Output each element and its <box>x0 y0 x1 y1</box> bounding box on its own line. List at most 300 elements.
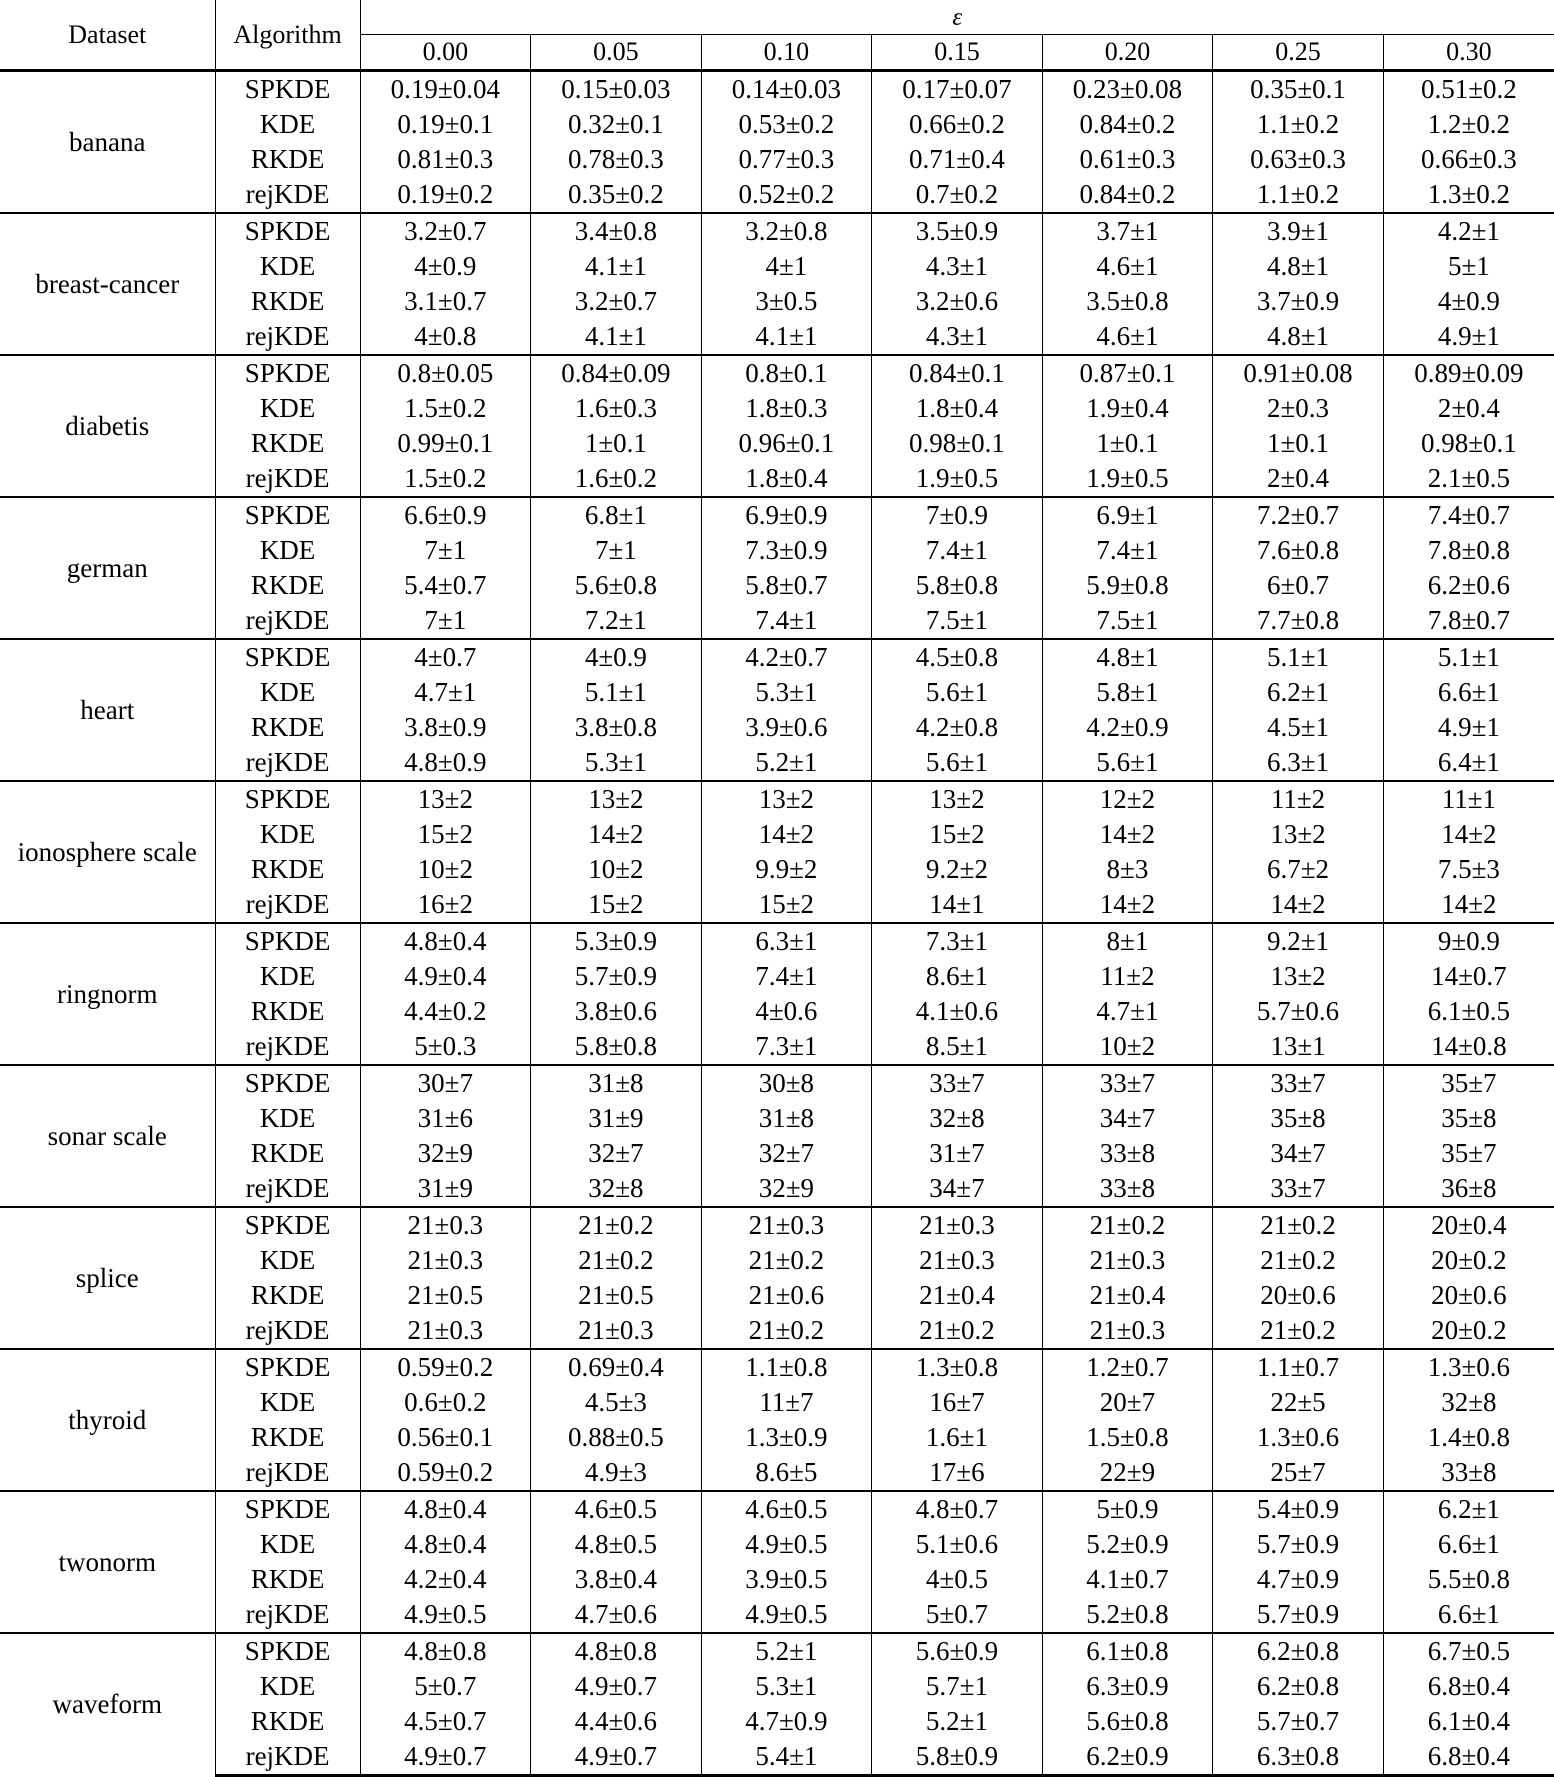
value-cell: 21±0.3 <box>1089 1315 1166 1345</box>
value-cell: 5.2±1 <box>925 1706 988 1736</box>
value-cell: 31±9 <box>417 1173 473 1203</box>
value-cell: 31±7 <box>929 1138 985 1168</box>
value-cell: 0.14±0.03 <box>701 71 872 108</box>
value-cell: 4.3±1 <box>925 321 988 351</box>
algorithm-cell: SPKDE <box>215 1491 360 1527</box>
value-cell: 0.87±0.1 <box>1042 355 1213 391</box>
algorithm-cell: RKDE <box>250 1422 325 1452</box>
algorithm-cell: rejKDE <box>245 463 330 493</box>
value-cell: 5.6±1 <box>925 677 988 707</box>
value-cell: 4.8±0.4 <box>404 1529 487 1559</box>
dataset-block <box>0 1491 1554 1633</box>
value-cell: 5.3±1 <box>584 747 647 777</box>
value-cell: 5.7±0.9 <box>1256 1599 1340 1629</box>
value-cell: 6±0.7 <box>1266 570 1330 600</box>
dataset-name-cell: breast-cancer <box>0 213 215 355</box>
value-cell: 4±1 <box>765 251 808 281</box>
value-cell: 20±0.6 <box>1260 1280 1336 1310</box>
value-cell: 3.5±0.9 <box>872 213 1043 249</box>
algorithm-cell: RKDE <box>250 712 325 742</box>
value-cell: 4.5±1 <box>1266 712 1330 742</box>
value-cell: 4.8±0.8 <box>360 1633 531 1669</box>
value-cell: 5.6±1 <box>925 747 988 777</box>
value-cell: 7.5±1 <box>925 605 988 635</box>
value-cell: 0.81±0.3 <box>397 144 494 174</box>
value-cell: 14±2 <box>1441 819 1497 849</box>
value-cell: 7.4±1 <box>1096 535 1159 565</box>
value-cell: 1.3±0.9 <box>745 1422 828 1452</box>
value-cell: 21±0.2 <box>1042 1207 1213 1243</box>
value-cell: 14±2 <box>588 819 644 849</box>
value-cell: 21±0.4 <box>1089 1280 1166 1310</box>
value-cell: 6.2±0.9 <box>1042 1739 1213 1776</box>
algorithm-cell: RKDE <box>250 996 325 1026</box>
value-cell: 4±0.6 <box>755 996 818 1026</box>
value-cell: 32±8 <box>929 1103 985 1133</box>
value-cell: 5.4±1 <box>701 1739 872 1776</box>
value-cell: 5.1±1 <box>1383 639 1554 675</box>
algorithm-cell: rejKDE <box>245 1315 330 1345</box>
value-cell: 36±8 <box>1441 1173 1497 1203</box>
algorithm-cell: KDE <box>259 677 316 707</box>
dataset-name-cell: diabetis <box>0 355 215 497</box>
value-cell: 1.8±0.4 <box>745 463 828 493</box>
dataset-name-cell: thyroid <box>0 1349 215 1491</box>
value-cell: 12±2 <box>1042 781 1213 817</box>
value-cell: 14±1 <box>929 889 985 919</box>
dataset-block <box>0 1633 1554 1776</box>
value-cell: 20±7 <box>1099 1387 1156 1417</box>
value-cell: 0.35±0.1 <box>1213 71 1384 108</box>
algorithm-cell: rejKDE <box>215 1739 360 1776</box>
value-cell: 7.3±0.9 <box>745 535 828 565</box>
value-cell: 4.8±1 <box>1266 251 1330 281</box>
value-cell: 6.1±0.4 <box>1427 1706 1511 1736</box>
dataset-block <box>0 923 1554 1065</box>
value-cell: 4.2±1 <box>1383 213 1554 249</box>
value-cell: 0.6±0.2 <box>404 1387 487 1417</box>
value-cell: 5.3±1 <box>755 677 818 707</box>
value-cell: 0.15±0.03 <box>531 71 702 108</box>
table-row <box>0 1562 1554 1597</box>
epsilon-symbol: ε <box>952 4 963 31</box>
value-cell: 0.32±0.1 <box>567 109 664 139</box>
value-cell: 4.2±0.9 <box>1086 712 1169 742</box>
value-cell: 35±8 <box>1441 1103 1497 1133</box>
value-cell: 2±0.4 <box>1266 463 1330 493</box>
algorithm-cell: SPKDE <box>215 213 360 249</box>
value-cell: 33±8 <box>1099 1173 1156 1203</box>
value-cell: 15±2 <box>588 889 644 919</box>
value-cell: 20±0.4 <box>1383 1207 1554 1243</box>
algorithm-cell: SPKDE <box>215 497 360 533</box>
table-row <box>0 1669 1554 1704</box>
value-cell: 6.7±0.5 <box>1383 1633 1554 1669</box>
value-cell: 5±0.9 <box>1042 1491 1213 1527</box>
algorithm-cell: RKDE <box>250 1706 325 1736</box>
value-cell: 21±0.3 <box>578 1315 654 1345</box>
algorithm-cell: KDE <box>259 109 316 139</box>
value-cell: 21±0.2 <box>1260 1245 1336 1275</box>
value-cell: 21±0.2 <box>531 1207 702 1243</box>
value-cell: 1.9±0.5 <box>915 463 999 493</box>
value-cell: 33±7 <box>1042 1065 1213 1101</box>
value-cell: 0.59±0.2 <box>397 1457 494 1487</box>
value-cell: 4.8±0.9 <box>404 747 487 777</box>
algorithm-cell: SPKDE <box>215 71 360 108</box>
algorithm-cell: RKDE <box>250 1564 325 1594</box>
value-cell: 4.2±0.7 <box>701 639 872 675</box>
value-cell: 21±0.3 <box>407 1245 484 1275</box>
value-cell: 3.9±0.6 <box>745 712 828 742</box>
value-cell: 8.5±1 <box>925 1031 988 1061</box>
dataset-name-cell: sonar scale <box>0 1065 215 1207</box>
value-cell: 32±7 <box>588 1138 644 1168</box>
value-cell: 15±2 <box>758 889 815 919</box>
value-cell: 7±1 <box>424 535 467 565</box>
value-cell: 7±1 <box>594 535 637 565</box>
value-cell: 9±0.9 <box>1383 923 1554 959</box>
value-cell: 5.1±0.6 <box>915 1529 999 1559</box>
value-cell: 21±0.6 <box>748 1280 825 1310</box>
value-cell: 5.2±0.9 <box>1086 1529 1169 1559</box>
value-cell: 0.98±0.1 <box>1420 428 1517 458</box>
value-cell: 4.1±1 <box>755 321 818 351</box>
table-row <box>0 959 1554 994</box>
value-cell: 3.9±1 <box>1213 213 1384 249</box>
value-cell: 8.6±5 <box>755 1457 818 1487</box>
value-cell: 7±0.9 <box>872 497 1043 533</box>
value-cell: 0.89±0.09 <box>1383 355 1554 391</box>
value-cell: 5.6±0.8 <box>1086 1706 1169 1736</box>
value-cell: 5.2±1 <box>701 1633 872 1669</box>
value-cell: 1.5±0.2 <box>404 393 487 423</box>
value-cell: 6.6±1 <box>1437 1529 1500 1559</box>
value-cell: 11±7 <box>759 1387 814 1417</box>
value-cell: 5.5±0.8 <box>1427 1564 1511 1594</box>
value-cell: 4.9±0.7 <box>574 1671 658 1701</box>
algorithm-cell: rejKDE <box>245 1031 330 1061</box>
value-cell: 3.2±0.7 <box>360 213 531 249</box>
value-cell: 0.51±0.2 <box>1383 71 1554 108</box>
value-cell: 7.5±3 <box>1437 854 1500 884</box>
value-cell: 3.8±0.8 <box>574 712 658 742</box>
value-cell: 21±0.2 <box>919 1315 995 1345</box>
value-cell: 4±0.5 <box>925 1564 988 1594</box>
algorithm-cell: rejKDE <box>245 889 330 919</box>
value-cell: 16±7 <box>929 1387 985 1417</box>
value-cell: 11±2 <box>1213 781 1384 817</box>
table-row <box>0 710 1554 745</box>
value-cell: 1.9±0.4 <box>1086 393 1169 423</box>
value-cell: 33±7 <box>1213 1065 1384 1101</box>
value-cell: 4.8±0.4 <box>360 923 531 959</box>
algorithm-cell: RKDE <box>250 286 325 316</box>
value-cell: 14±2 <box>1099 889 1156 919</box>
value-cell: 21±0.3 <box>919 1245 995 1275</box>
value-cell: 4±0.9 <box>1437 286 1500 316</box>
table-row <box>0 639 1554 675</box>
table-row <box>0 533 1554 568</box>
value-cell: 6.2±0.6 <box>1427 570 1511 600</box>
algorithm-cell: SPKDE <box>215 639 360 675</box>
value-cell: 1.8±0.4 <box>915 393 999 423</box>
column-header-eps-0: 0.00 <box>360 35 531 71</box>
value-cell: 8±3 <box>1106 854 1149 884</box>
algorithm-cell: SPKDE <box>215 355 360 391</box>
value-cell: 1±0.1 <box>1266 428 1330 458</box>
table-row <box>0 887 1554 923</box>
value-cell: 10±2 <box>1099 1031 1156 1061</box>
value-cell: 2±0.3 <box>1266 393 1330 423</box>
value-cell: 5±1 <box>1447 251 1490 281</box>
value-cell: 0.52±0.2 <box>738 179 835 209</box>
value-cell: 1.6±0.2 <box>574 463 658 493</box>
value-cell: 1.3±0.6 <box>1383 1349 1554 1385</box>
algorithm-cell: KDE <box>259 1103 316 1133</box>
algorithm-cell: KDE <box>259 819 316 849</box>
value-cell: 30±7 <box>360 1065 531 1101</box>
table-row <box>0 603 1554 639</box>
value-cell: 0.35±0.2 <box>567 179 664 209</box>
value-cell: 1.3±0.2 <box>1427 179 1511 209</box>
dataset-block <box>0 1349 1554 1491</box>
value-cell: 5.2±1 <box>755 747 818 777</box>
value-cell: 21±0.2 <box>1213 1207 1384 1243</box>
value-cell: 4.5±3 <box>584 1387 647 1417</box>
value-cell: 5.7±1 <box>925 1671 988 1701</box>
value-cell: 6.6±1 <box>1437 677 1500 707</box>
value-cell: 0.8±0.1 <box>701 355 872 391</box>
value-cell: 0.19±0.04 <box>360 71 531 108</box>
value-cell: 13±2 <box>1270 819 1326 849</box>
value-cell: 21±0.2 <box>748 1245 825 1275</box>
algorithm-cell: RKDE <box>250 1280 325 1310</box>
table-row <box>0 1739 1554 1776</box>
value-cell: 13±2 <box>1270 961 1326 991</box>
column-header-eps-3: 0.15 <box>872 35 1043 71</box>
value-cell: 0.59±0.2 <box>360 1349 531 1385</box>
table-row <box>0 745 1554 781</box>
value-cell: 4.5±0.7 <box>404 1706 487 1736</box>
algorithm-cell: RKDE <box>250 570 325 600</box>
value-cell: 6.7±2 <box>1266 854 1330 884</box>
dataset-name-cell: banana <box>0 71 215 214</box>
value-cell: 0.53±0.2 <box>738 109 835 139</box>
table-row <box>0 355 1554 391</box>
value-cell: 4.9±0.7 <box>531 1739 702 1776</box>
value-cell: 3.5±0.8 <box>1086 286 1169 316</box>
dataset-block <box>0 213 1554 355</box>
value-cell: 0.84±0.2 <box>1079 179 1176 209</box>
table-row <box>0 568 1554 603</box>
value-cell: 4.9±0.5 <box>745 1529 828 1559</box>
value-cell: 31±6 <box>417 1103 473 1133</box>
value-cell: 7.3±1 <box>872 923 1043 959</box>
value-cell: 3.8±0.6 <box>574 996 658 1026</box>
value-cell: 1.8±0.3 <box>745 393 828 423</box>
algorithm-cell: KDE <box>259 1671 316 1701</box>
algorithm-cell: KDE <box>259 535 316 565</box>
value-cell: 21±0.5 <box>578 1280 654 1310</box>
column-header-algorithm: Algorithm <box>215 0 360 71</box>
algorithm-cell: rejKDE <box>245 1599 330 1629</box>
value-cell: 4.9±3 <box>584 1457 647 1487</box>
algorithm-cell: KDE <box>259 1245 316 1275</box>
value-cell: 20±0.2 <box>1431 1315 1507 1345</box>
column-header-eps-1: 0.05 <box>531 35 702 71</box>
column-header-eps-6: 0.30 <box>1383 35 1554 71</box>
value-cell: 7.4±0.7 <box>1383 497 1554 533</box>
value-cell: 4.6±1 <box>1096 321 1159 351</box>
value-cell: 21±0.2 <box>1260 1315 1336 1345</box>
value-cell: 7.6±0.8 <box>1256 535 1340 565</box>
value-cell: 14±2 <box>1441 889 1497 919</box>
table-row <box>0 817 1554 852</box>
value-cell: 3.8±0.4 <box>574 1564 658 1594</box>
value-cell: 6.3±0.8 <box>1213 1739 1384 1776</box>
value-cell: 4.9±0.4 <box>404 961 487 991</box>
value-cell: 4.9±1 <box>1437 712 1500 742</box>
value-cell: 21±0.3 <box>360 1207 531 1243</box>
value-cell: 5.9±0.8 <box>1086 570 1169 600</box>
value-cell: 32±9 <box>758 1173 815 1203</box>
value-cell: 0.84±0.09 <box>531 355 702 391</box>
value-cell: 17±6 <box>929 1457 985 1487</box>
value-cell: 0.61±0.3 <box>1079 144 1176 174</box>
value-cell: 5±0.3 <box>414 1031 477 1061</box>
value-cell: 6.8±1 <box>531 497 702 533</box>
value-cell: 3.2±0.6 <box>915 286 999 316</box>
value-cell: 6.4±1 <box>1437 747 1500 777</box>
value-cell: 4.1±1 <box>584 321 647 351</box>
value-cell: 35±8 <box>1270 1103 1326 1133</box>
value-cell: 7.8±0.7 <box>1427 605 1511 635</box>
table-row <box>0 1029 1554 1065</box>
value-cell: 7.3±1 <box>755 1031 818 1061</box>
value-cell: 34±7 <box>1270 1138 1326 1168</box>
value-cell: 10±2 <box>588 854 644 884</box>
value-cell: 4.2±0.8 <box>915 712 999 742</box>
value-cell: 5±0.7 <box>414 1671 477 1701</box>
value-cell: 0.71±0.4 <box>909 144 1005 174</box>
value-cell: 4.6±0.5 <box>701 1491 872 1527</box>
value-cell: 35±7 <box>1383 1065 1554 1101</box>
value-cell: 7.2±0.7 <box>1213 497 1384 533</box>
table-row <box>0 852 1554 887</box>
algorithm-cell: SPKDE <box>215 1207 360 1243</box>
value-cell: 1.2±0.2 <box>1427 109 1511 139</box>
value-cell: 8.6±1 <box>925 961 988 991</box>
table-row <box>0 1101 1554 1136</box>
table-header <box>0 0 1554 71</box>
value-cell: 1.6±0.3 <box>574 393 658 423</box>
value-cell: 7.7±0.8 <box>1256 605 1340 635</box>
value-cell: 1.6±1 <box>925 1422 988 1452</box>
table-row <box>0 1633 1554 1669</box>
value-cell: 13±2 <box>360 781 531 817</box>
header-row-top <box>0 0 1554 35</box>
value-cell: 31±8 <box>758 1103 815 1133</box>
dataset-block <box>0 1065 1554 1207</box>
value-cell: 6.6±1 <box>1437 1599 1500 1629</box>
value-cell: 6.8±0.4 <box>1383 1739 1554 1776</box>
value-cell: 5.8±0.8 <box>574 1031 658 1061</box>
value-cell: 0.88±0.5 <box>567 1422 664 1452</box>
value-cell: 6.1±0.5 <box>1427 996 1511 1026</box>
value-cell: 14±0.8 <box>1431 1031 1507 1061</box>
value-cell: 21±0.3 <box>872 1207 1043 1243</box>
value-cell: 0.8±0.05 <box>360 355 531 391</box>
table-row <box>0 1313 1554 1349</box>
value-cell: 5.6±0.9 <box>872 1633 1043 1669</box>
value-cell: 11±1 <box>1383 781 1554 817</box>
value-cell: 4±0.9 <box>531 639 702 675</box>
value-cell: 4.2±0.4 <box>404 1564 487 1594</box>
value-cell: 0.98±0.1 <box>909 428 1005 458</box>
value-cell: 4.1±0.6 <box>915 996 999 1026</box>
value-cell: 6.9±1 <box>1042 497 1213 533</box>
value-cell: 32±9 <box>417 1138 473 1168</box>
value-cell: 1.4±0.8 <box>1427 1422 1511 1452</box>
table-row <box>0 284 1554 319</box>
algorithm-cell: RKDE <box>250 144 325 174</box>
dataset-name-cell: twonorm <box>0 1491 215 1633</box>
table-row <box>0 1597 1554 1633</box>
algorithm-cell: KDE <box>259 961 316 991</box>
table-row <box>0 497 1554 533</box>
table-row <box>0 177 1554 213</box>
dataset-name-cell: ringnorm <box>0 923 215 1065</box>
dataset-block <box>0 355 1554 497</box>
value-cell: 14±0.7 <box>1431 961 1507 991</box>
value-cell: 0.84±0.1 <box>872 355 1043 391</box>
value-cell: 7.4±1 <box>925 535 988 565</box>
table-row <box>0 1491 1554 1527</box>
value-cell: 4.9±0.7 <box>360 1739 531 1776</box>
value-cell: 6.1±0.8 <box>1042 1633 1213 1669</box>
value-cell: 5.4±0.7 <box>404 570 487 600</box>
column-header-dataset: Dataset <box>0 0 215 71</box>
value-cell: 1.3±0.6 <box>1256 1422 1340 1452</box>
value-cell: 10±2 <box>417 854 473 884</box>
algorithm-cell: KDE <box>259 251 316 281</box>
value-cell: 14±2 <box>1099 819 1156 849</box>
value-cell: 4.8±1 <box>1266 321 1330 351</box>
dataset-block <box>0 781 1554 923</box>
value-cell: 4.9±1 <box>1437 321 1500 351</box>
value-cell: 4.8±0.4 <box>360 1491 531 1527</box>
value-cell: 0.7±0.2 <box>915 179 999 209</box>
table-row <box>0 391 1554 426</box>
value-cell: 7.5±1 <box>1096 605 1159 635</box>
value-cell: 0.23±0.08 <box>1042 71 1213 108</box>
value-cell: 0.78±0.3 <box>567 144 664 174</box>
value-cell: 30±8 <box>701 1065 872 1101</box>
value-cell: 34±7 <box>1099 1103 1156 1133</box>
value-cell: 21±0.2 <box>748 1315 825 1345</box>
value-cell: 0.17±0.07 <box>872 71 1043 108</box>
column-header-epsilon-group <box>360 0 1554 35</box>
value-cell: 1.2±0.7 <box>1042 1349 1213 1385</box>
value-cell: 5.8±0.9 <box>872 1739 1043 1776</box>
value-cell: 34±7 <box>929 1173 985 1203</box>
table-row <box>0 1455 1554 1491</box>
dataset-block <box>0 71 1554 214</box>
table-row <box>0 923 1554 959</box>
value-cell: 0.99±0.1 <box>397 428 494 458</box>
value-cell: 21±0.2 <box>578 1245 654 1275</box>
